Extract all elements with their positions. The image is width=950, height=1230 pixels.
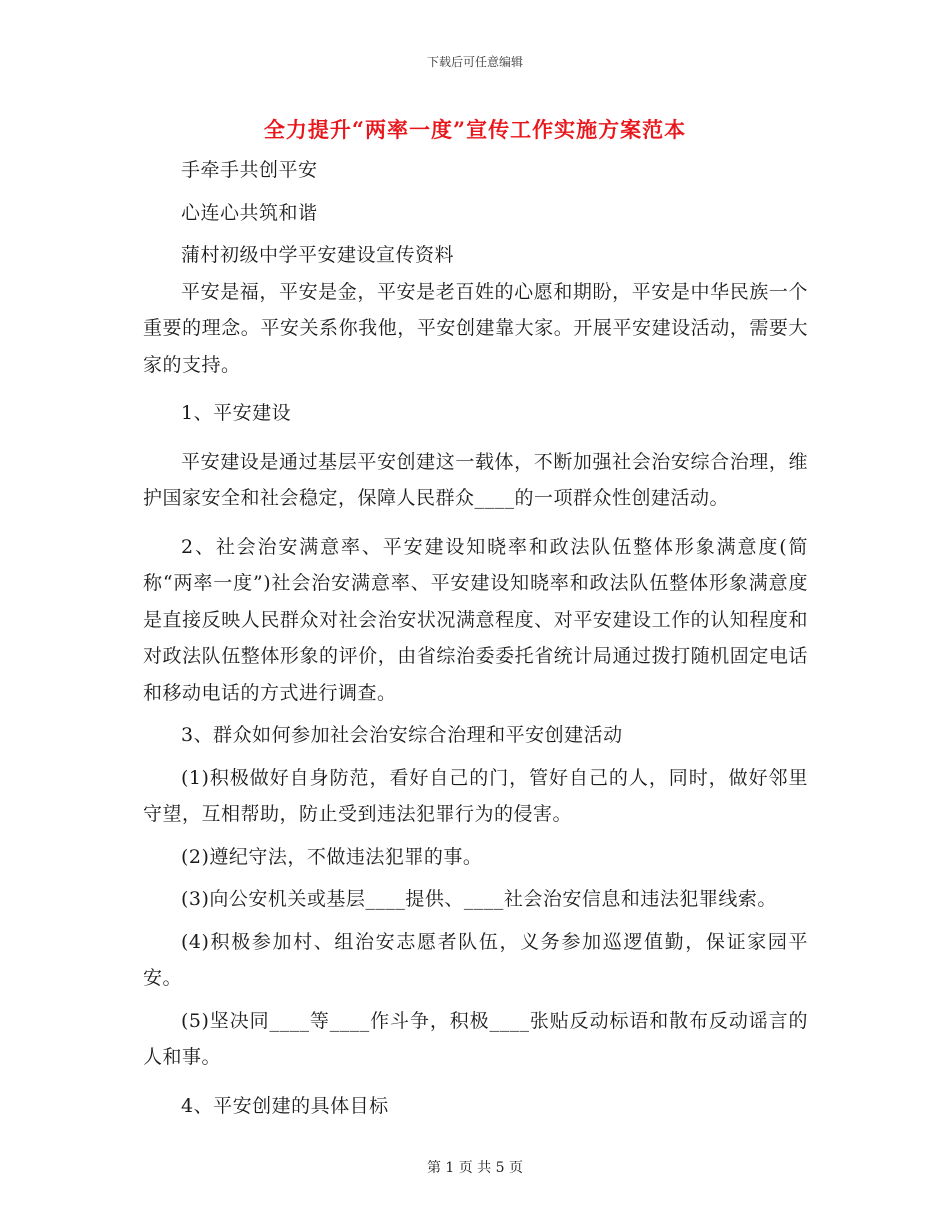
list-item-5: (5)坚决同____等____作斗争，积极____张贴反动标语和散布反动谣言的人和事。: [143, 1009, 808, 1068]
section-heading-4: 4、平安创建的具体目标: [181, 1094, 389, 1117]
list-item-4: (4)积极参加村、组治安志愿者队伍，义务参加巡逻值勤，保证家园平安。: [143, 930, 808, 989]
section-1-paragraph: 平安建设是通过基层平安创建这一载体，不断加强社会治安综合治理，维护国家安全和社会稳定，保障人民群众____的一项群众性创建活动。: [143, 450, 808, 509]
section-heading-1: 1、平安建设: [181, 402, 292, 424]
section-heading-3: 3、群众如何参加社会治安综合治理和平安创建活动: [181, 724, 623, 746]
material-source: 蒲村初级中学平安建设宣传资料: [181, 244, 455, 266]
header-note: 下载后可任意编辑: [426, 55, 523, 69]
slogan-line-1: 手牵手共创平安: [181, 159, 318, 181]
section-2-paragraph: 2、社会治安满意率、平安建设知晓率和政法队伍整体形象满意度(简称“两率一度”)社会治安满意率、平安建设知晓率和政法队伍整体形象满意度是直接反映人民群众对社会治安状况满意程度、对平安建设工作的认知程度和对政法队伍整体形象的评价，由省综治委委托省统计局通过拨打随机固定电话和移动电话的方式进行调查。: [143, 535, 808, 704]
slogan-line-2: 心连心共筑和谐: [181, 201, 318, 224]
document-body: [143, 152, 808, 1124]
document-title: 全力提升“两率一度”宣传工作实施方案范本: [263, 117, 687, 142]
list-item-2: (2)遵纪守法，不做违法犯罪的事。: [181, 845, 483, 868]
page-number: 第 1 页 共 5 页: [426, 1160, 524, 1176]
list-item-3: (3)向公安机关或基层____提供、____社会治安信息和违法犯罪线索。: [181, 888, 777, 910]
list-item-1: (1)积极做好自身防范，看好自己的门，管好自己的人，同时，做好邻里守望，互相帮助，防止受到违法犯罪行为的侵害。: [143, 766, 808, 825]
intro-paragraph: 平安是福，平安是金，平安是老百姓的心愿和期盼，平安是中华民族一个重要的理念。平安关系你我他，平安创建靠大家。开展平安建设活动，需要大家的支持。: [143, 280, 808, 376]
